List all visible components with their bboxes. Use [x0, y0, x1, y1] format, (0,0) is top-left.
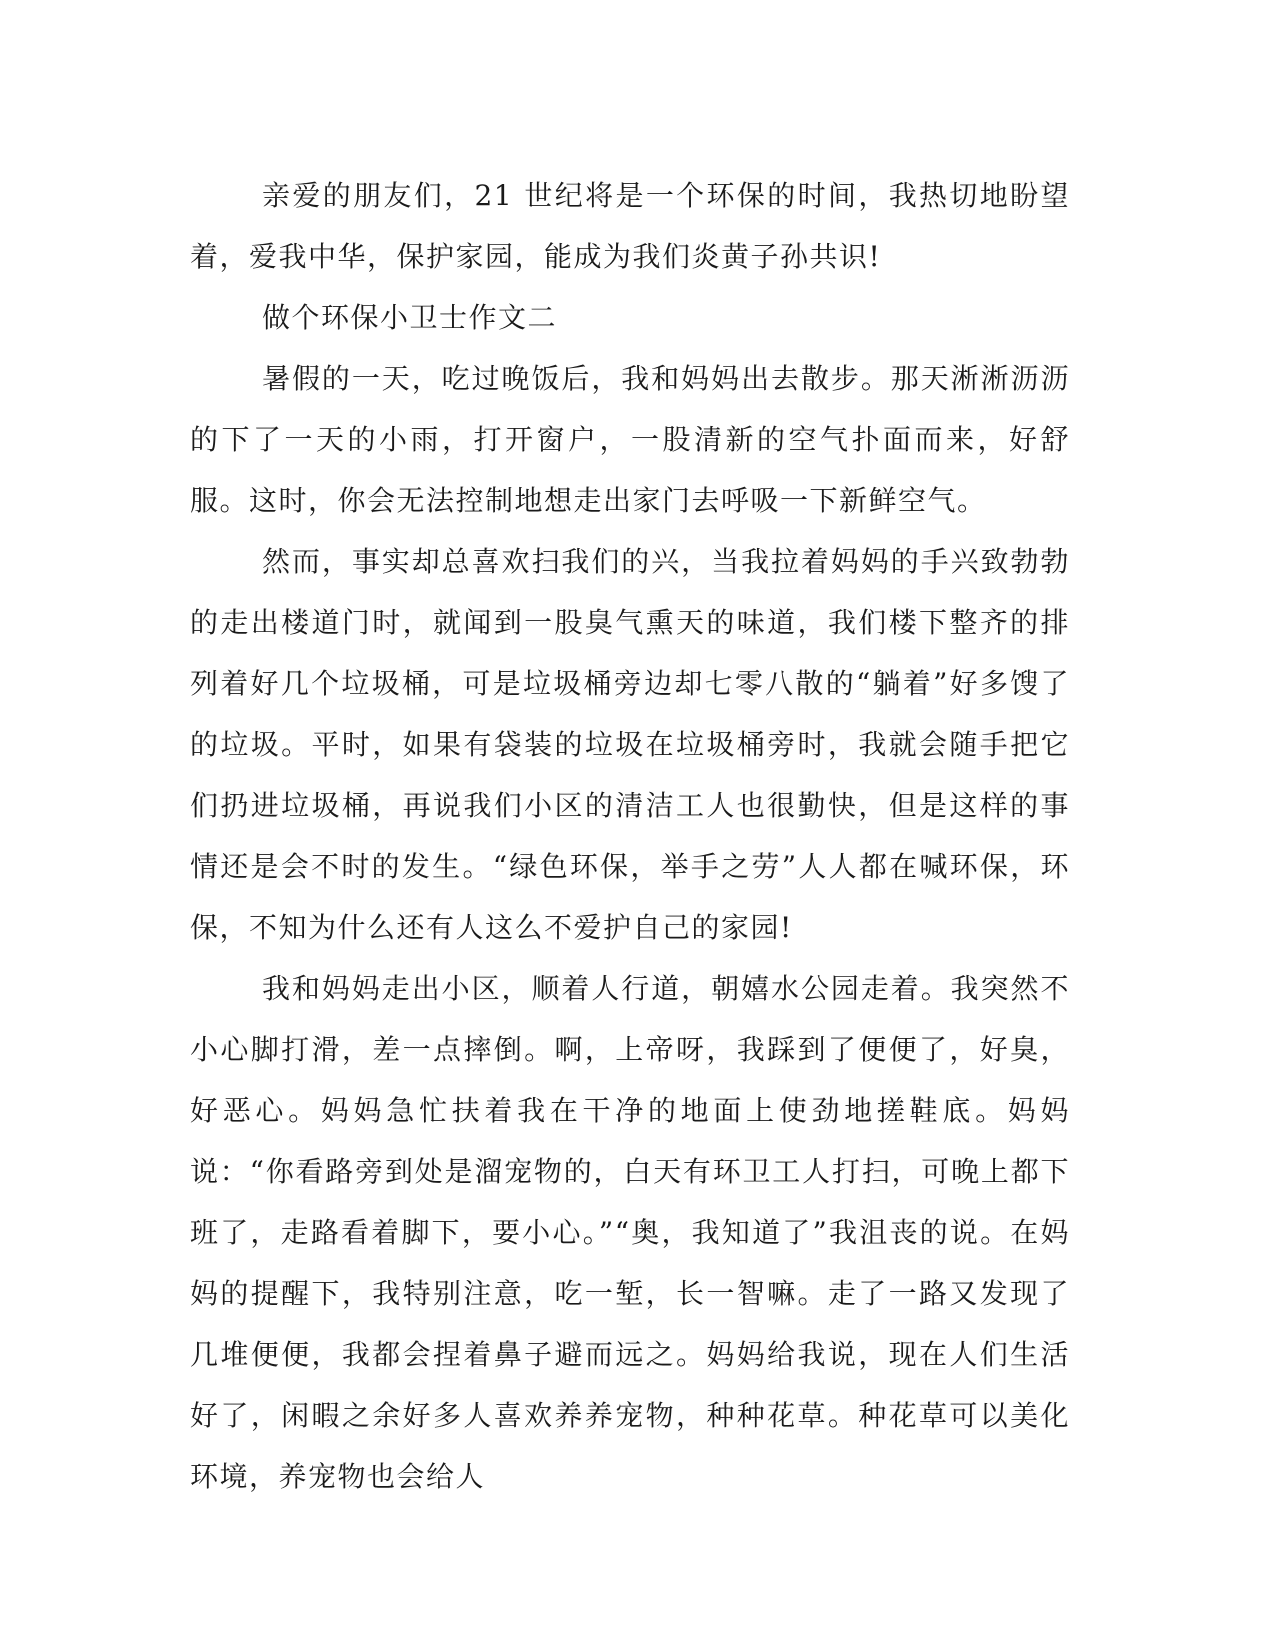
- essay-title: 做个环保小卫士作文二: [262, 301, 558, 334]
- paragraph-closing: 亲爱的朋友们，21 世纪将是一个环保的时间，我热切地盼望着，爱我中华，保护家园，能成为我们炎黄子孙共识!: [190, 179, 1070, 273]
- document-body: [190, 165, 1070, 1507]
- paragraph-park-walk: 我和妈妈走出小区，顺着人行道，朝嬉水公园走着。我突然不小心脚打滑，差一点摔倒。啊，上帝呀，我踩到了便便了，好臭，好恶心。妈妈急忙扶着我在干净的地面上使劲地搓鞋底。妈妈说：“你看路旁到处是溜宠物的，白天有环卫工人打扫，可晚上都下班了，走路看着脚下，要小心。”“奥，我知道了”我沮丧的说。在妈妈的提醒下，我特别注意，吃一堑，长一智嘛。走了一路又发现了几堆便便，我都会捏着鼻子避而远之。妈妈给我说，现在人们生活好了，闲暇之余好多人喜欢养养宠物，种种花草。种花草可以美化环境，养宠物也会给人: [190, 972, 1070, 1493]
- paragraph-garbage: 然而，事实却总喜欢扫我们的兴，当我拉着妈妈的手兴致勃勃的走出楼道门时，就闻到一股臭气熏天的味道，我们楼下整齐的排列着好几个垃圾桶，可是垃圾桶旁边却七零八散的“躺着”好多馊了的垃圾。平时，如果有袋装的垃圾在垃圾桶旁时，我就会随手把它们扔进垃圾桶，再说我们小区的清洁工人也很勤快，但是这样的事情还是会不时的发生。“绿色环保，举手之劳”人人都在喊环保，环保，不知为什么还有人这么不爱护自己的家园!: [190, 545, 1070, 944]
- paragraph-summer-walk: 暑假的一天，吃过晚饭后，我和妈妈出去散步。那天淅淅沥沥的下了一天的小雨，打开窗户，一股清新的空气扑面而来，好舒服。这时，你会无法控制地想走出家门去呼吸一下新鲜空气。: [190, 362, 1070, 517]
